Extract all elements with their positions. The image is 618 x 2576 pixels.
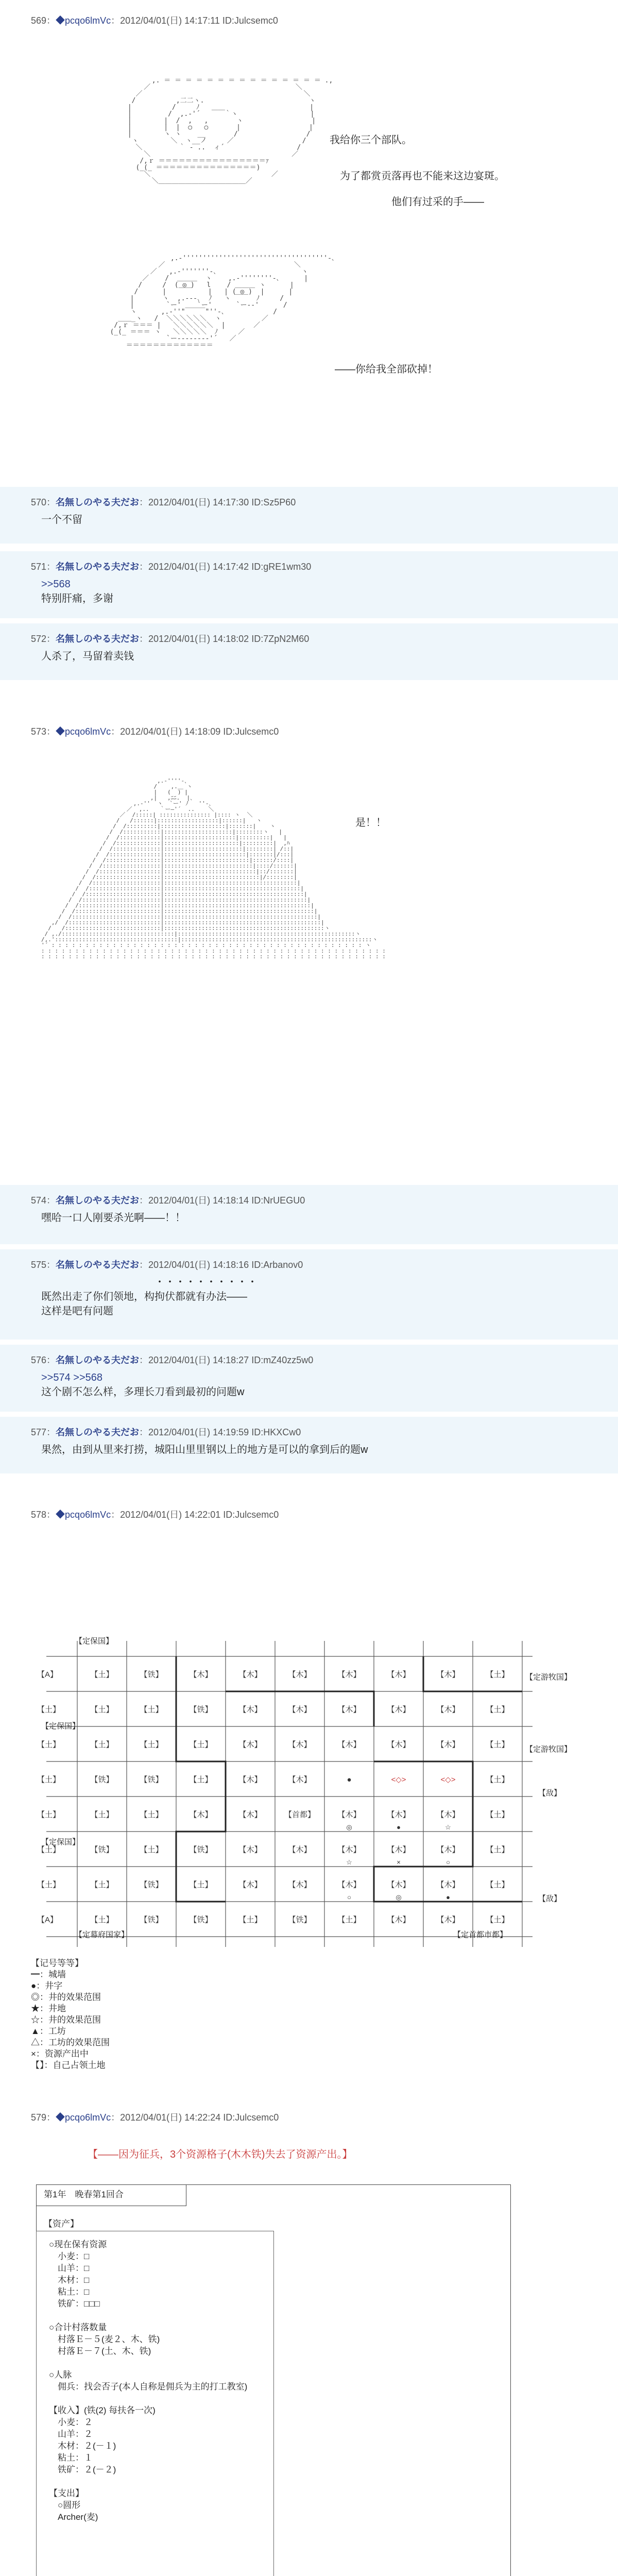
resource-line: 木材：□ xyxy=(49,2275,90,2285)
resource-line: 小麦：□ xyxy=(49,2251,90,2261)
map-cell: 【木】 xyxy=(238,1880,262,1889)
map-cell: ● xyxy=(347,1775,352,1784)
resource-line: ○圆形 xyxy=(49,2500,81,2510)
map-cell: 【木】 xyxy=(288,1740,312,1749)
post-572 xyxy=(0,623,618,680)
map-cell: 【土】 xyxy=(140,1705,163,1714)
post-header: 575：名無しのやる夫だお：2012/04/01(日) 14:18:16 ID:Arbanov0 xyxy=(31,1260,303,1270)
legend-item: 【】：自己占领土地 xyxy=(31,2060,106,2070)
map-cell: 【木】 xyxy=(436,1670,460,1679)
ascii-art-soldier: ,.‐''''‐､ / ,.＿ ヽ | ( ) | ,| ,ﾆﾆ. |､ ,.‐'' ヽ `ー' ﾉ ''‐､ ／ ,.. ｀ー―'´ .. ＼ ／ /:::::| ::::::::::::::: |:::: ヽ ＼ / /::::::|::::::::::::::::::|::::::| ヽ / /:::::::::|:::::::::::::::::::|:::::::| ヽ / /:::::::::::|::::::::::::::::::::|::::::::ヽ | / /::::::::::::|:::::::::::::::::::::|:::::::::| | / /:::::::::::::|::::::::::::::::::::::|:::::::::| ,ﾊ / /::::::::::::::|:::::::::::::::::::::::|::::::::| /::| / /:::::::::::::::|::::::::::::::::::::::::|:::::::|/:::| / /::::::::::::::::|:::::::::::::::::::::::::|::::::/::::| / /:::::::::::::::::|::::::::::::::::::::::::::|::::/::::::| / /::::::::::::::::::|:::::::::::::::::::::::::::|::/:::::::| / /:::::::::::::::::::|::::::::::::::::::::::::::::|/::::::::| / /::::::::::::::::::::|:::::::::::::::::::::::::::::::::::::::| / /:::::::::::::::::::::|::::::::::::::::::::::::::::::::::::::::| / /::::::::::::::::::::::|:::::::::::::::::::::::::::::::::::::::::| / /:::::::::::::::::::::::|::::::::::::::::::::::::::::::::::::::::::| / /::::::::::::::::::::::::|:::::::::::::::::::::::::::::::::::::::::::| / /:::::::::::::::::::::::::|::::::::::::::::::::::::::::::::::::::::::::| / /::::::::::::::::::::::::::|:::::::::::::::::::::::::::::::::::::::::::::| ,/ /:::::::::::::::::::::::::::|::::::::::::::::::::::::::::::::::::::::::::::| / /::::::::::::::::::::::::::::|:::::::::::::::::::::::::::::::::::::::::::::::ヽ / ,./:::::::::::::::::::::::::::::::::|::::::::::::::::::::::::::::::::::::::::::::::::::::ヽ /,.'::::::::::::::::::::::::::::::::::::|::::::::::::::::::::::::::::::::::::::::::::::::::::::::ヽ '´ : : : : : : : : : : : : : : : : : : : : : : : : : : : : : : : : : : : : : : : : : : : : : : ヽ : : : : : : : : : : : : : : : : : : : : : : : : : : : : : : : : : : : : : : : : : : : : : : : : : : : : : : : : : : : : : : : : : : : : : : : : : : : : : : : : : : : : : : : : : : : : : : : : : : : : : : xyxy=(41,777,386,960)
map-mark: ☆ xyxy=(346,1858,352,1866)
map-cell: 【木】 xyxy=(436,1705,460,1714)
legend-item: ▲：工坊 xyxy=(31,2026,66,2036)
post-575 xyxy=(0,1249,618,1340)
map-cell: 【木】 xyxy=(189,1670,213,1679)
resource-line: 粘土：□ xyxy=(49,2287,90,2297)
map-cell: 【土】 xyxy=(486,1705,509,1714)
map-cell: 【土】 xyxy=(90,1880,114,1889)
post-text: 一个不留 xyxy=(41,514,82,526)
resource-line xyxy=(49,2476,247,2487)
resource-line xyxy=(49,2393,247,2404)
resource-line: Archer(麦) xyxy=(49,2512,98,2522)
post-570 xyxy=(0,487,618,544)
map-side-label: 【土】 xyxy=(37,1775,61,1784)
map-cell: 【木】 xyxy=(337,1670,361,1679)
post-text: 嘿哈一口人刚要杀光啊——！！ xyxy=(41,1212,185,1224)
post-574 xyxy=(0,1185,618,1244)
map-side-label: 【土】 xyxy=(37,1705,61,1714)
map-cell: 【木】 xyxy=(238,1705,262,1714)
territory-map xyxy=(31,1628,587,1947)
map-labels xyxy=(41,1637,572,1939)
resource-line: 【收入】(铁(2) 每扶各一次) xyxy=(49,2405,156,2415)
post-text: 果然，由到从里来打捞，城阳山里里钢以上的地方是可以的拿到后的题w xyxy=(41,1444,368,1455)
map-cell: 【铁】 xyxy=(90,1775,114,1784)
resource-line: 铁矿：□□□ xyxy=(49,2299,100,2309)
map-cell: 【木】 xyxy=(436,1916,460,1924)
map-cell: 【木】 xyxy=(387,1916,410,1924)
map-cell: 【木】 xyxy=(436,1740,460,1749)
map-cell: 【铁】 xyxy=(189,1845,213,1854)
map-cell: 【铁】 xyxy=(189,1705,213,1714)
map-cell: 【木】 xyxy=(387,1845,410,1854)
resource-line: 山羊：２ xyxy=(49,2429,93,2439)
map-cell: <◇> xyxy=(391,1775,406,1784)
dialog-line-4: ——你给我全部砍掉！ xyxy=(335,364,438,375)
post-text: 特别肝痛，多谢 xyxy=(41,593,113,604)
map-cell: 【木】 xyxy=(387,1705,410,1714)
map-cell: 【土】 xyxy=(140,1810,163,1819)
post-569 xyxy=(0,5,618,428)
map-cell: 【土】 xyxy=(238,1916,262,1924)
post-text: 这个剧不怎么样，多理长刀看到最初的问题w xyxy=(41,1386,245,1398)
resource-line: 小麦：２ xyxy=(49,2417,93,2427)
map-cell: 【木】 xyxy=(238,1810,262,1819)
notice-text: 【——因为征兵，3个资源格子(木木铁)失去了资源产出。】 xyxy=(88,2149,353,2160)
ascii-art-figure-2: ,.‐''''''''''''''''''''''''''''''''''''‐､ ／ ＼ ／ ,.-'''''''-､ ヽ ／ / ＿＿＿ ヽ ,.-''''''''-､ | / / ( ◎ ) l / ＿＿＿ ヽ | / | ￣￣ | | ( ◎ ) | | | ヽ ,.---､ ﾉ ヽ ￣￣ ﾉ / | `ー' `ー' `ー-‐' / ヽ ,.-''"￣￣￣"''-､ / ＿＿_ヽ / ＼＼＼＼＼＼ ヽ ／ /,ｒ ＝＝＝ | ＼＼＼＼＼＼ | ／ (_(_ ＝＝＝ ヽ ＼＼＼＼＼ ﾉ ／ `ー-------‐'´ ／ ＝＝＝＝＝＝＝＝＝＝＝＝＝ xyxy=(110,255,335,349)
map-side-label: 【A】 xyxy=(37,1916,58,1924)
resource-line: 山羊：□ xyxy=(49,2263,90,2273)
map-cell: 【木】 xyxy=(337,1880,361,1889)
label-r-ga2: 【敌】 xyxy=(538,1894,562,1903)
map-cell: 【土】 xyxy=(90,1916,114,1924)
map-cell: 【木】 xyxy=(387,1810,410,1819)
resource-line: 木材：２(－１) xyxy=(49,2441,116,2451)
map-cell: 【土】 xyxy=(189,1880,213,1889)
map-cell: 【木】 xyxy=(337,1740,361,1749)
label-l3: 【定保国】 xyxy=(41,1838,80,1846)
map-side-label: 【土】 xyxy=(37,1845,61,1854)
legend-item: ★：井地 xyxy=(31,2004,66,2013)
map-cell: 【土】 xyxy=(90,1670,114,1679)
legend-item: ☆：井的效果范围 xyxy=(31,2015,101,2025)
resource-line xyxy=(49,2310,247,2321)
map-cell: 【铁】 xyxy=(140,1916,163,1924)
map-side-label: 【土】 xyxy=(37,1810,61,1819)
map-cell: 【土】 xyxy=(189,1775,213,1784)
resource-line: 粘土：１ xyxy=(49,2453,93,2463)
post-text: 既然出走了你们领地，构拘伏都就有办法—— xyxy=(41,1291,247,1302)
turn-label: 第1年 晚春第1回合 xyxy=(44,2190,124,2199)
map-cell: 【土】 xyxy=(486,1845,509,1854)
post-header: 569：◆pcqo6lmVc：2012/04/01(日) 14:17:11 ID:Julcsemc0 xyxy=(31,15,278,26)
map-cell: 【土】 xyxy=(486,1740,509,1749)
map-cell: 【木】 xyxy=(288,1705,312,1714)
map-cell: 【木】 xyxy=(238,1740,262,1749)
map-cell: 【木】 xyxy=(436,1880,460,1889)
map-cell: 【木】 xyxy=(288,1670,312,1679)
map-legend xyxy=(31,1958,110,2071)
map-cell: 【土】 xyxy=(486,1670,509,1679)
map-cell: <◇> xyxy=(440,1775,456,1784)
map-cells xyxy=(37,1670,509,1924)
map-cell: 【木】 xyxy=(288,1845,312,1854)
post-header: 573：◆pcqo6lmVc：2012/04/01(日) 14:18:09 ID:Julcsemc0 xyxy=(31,726,279,737)
map-cell: 【土】 xyxy=(90,1810,114,1819)
map-cell: 【木】 xyxy=(387,1670,410,1679)
map-cell: 【铁】 xyxy=(140,1670,163,1679)
post-577 xyxy=(0,1417,618,1473)
legend-item: ×：资源产出中 xyxy=(31,2049,89,2059)
label-bl: 【定幕府国家】 xyxy=(75,1930,129,1939)
map-cell: 【木】 xyxy=(238,1845,262,1854)
map-side-label: 【A】 xyxy=(37,1670,58,1679)
map-mark: ○ xyxy=(446,1858,450,1866)
map-cell: 【木】 xyxy=(387,1740,410,1749)
map-mark: ○ xyxy=(347,1893,351,1901)
map-side-label: 【土】 xyxy=(37,1740,61,1749)
trip-name: ◆pcqo6lmVc xyxy=(56,15,111,26)
dialog-line-2: 为了都赏贡落再也不能来这边宴斑。 xyxy=(340,171,505,182)
reply-link[interactable]: >>568 xyxy=(41,579,71,590)
post-header: 579：◆pcqo6lmVc：2012/04/01(日) 14:22:24 ID:Julcsemc0 xyxy=(31,2112,279,2123)
post-header: 577：名無しのやる夫だお：2012/04/01(日) 14:19:59 ID:HKXCw0 xyxy=(31,1427,301,1437)
label-br: 【定首都市都】 xyxy=(453,1930,508,1939)
ascii-art-figure-1: ,. ＝ ＝ ＝ ＝ ＝ ＝ ＝ ＝ ＝ ＝ ＝ ＝ ＝ ＝ ＝ ., ／ ＼ ／ ＼ / ,二二ヽ. ヽ | / ﾉ ＿＿ | | / ,.-'´ ｀ヽ | | | / , , ヽ | | | | ○ ○ | | | ヽ ヽ __ / / ヽ ＼ ヽ__ノ ／ / ＼ ｀ - .. ィ´ / ＼ ／ /,ｒ ＝＝＝＝＝＝＝＝＝＝＝＝＝＝＝＝ｧ (_(_ ＝＝＝＝＝＝＝＝＝＝＝＝＝＝＝) ＼ ／ ＼＿＿＿＿＿＿＿＿＿＿＿＿＿／ xyxy=(127,77,333,185)
map-cell: 【土】 xyxy=(337,1916,361,1924)
map-cell: 【木】 xyxy=(436,1845,460,1854)
map-cell: 【铁】 xyxy=(140,1880,163,1889)
map-cell: 【土】 xyxy=(486,1916,509,1924)
map-cell: 【木】 xyxy=(189,1810,213,1819)
map-cell: 【首都】 xyxy=(284,1810,316,1819)
post-header: 576：名無しのやる夫だお：2012/04/01(日) 14:18:27 ID:mZ40zz5w0 xyxy=(31,1355,314,1365)
legend-item: ◎：井的效果范围 xyxy=(31,1992,101,2002)
dialog-line-5: 是！！ xyxy=(355,817,386,828)
label-l2: 【定保国】 xyxy=(41,1722,80,1731)
map-cell: 【铁】 xyxy=(189,1916,213,1924)
map-cell: 【铁】 xyxy=(140,1775,163,1784)
resource-line: 佣兵：找会否子(本人自称是佣兵为主的打工教室) xyxy=(49,2382,248,2392)
map-mark: ◎ xyxy=(396,1893,402,1901)
legend-item: △：工坊的效果范围 xyxy=(31,2038,110,2047)
map-cell: 【木】 xyxy=(337,1845,361,1854)
map-mark: ● xyxy=(397,1823,401,1831)
post-text: ・・・・・・・・・・ xyxy=(154,1277,258,1288)
map-mark: ◎ xyxy=(346,1823,352,1831)
resource-line: ○人脉 xyxy=(49,2370,72,2380)
resources-title: 【资产】 xyxy=(44,2219,79,2229)
label-tr: 【定游牧国】 xyxy=(525,1673,572,1682)
resource-line: 村落Ｅ－５(麦２、木、铁) xyxy=(49,2334,160,2344)
resource-line xyxy=(49,2357,247,2369)
post-text: 这样是吧有问题 xyxy=(41,1306,113,1317)
map-cell: 【木】 xyxy=(337,1705,361,1714)
label-tl: 【定保国】 xyxy=(75,1637,114,1646)
reply-link[interactable]: >>574 >>568 xyxy=(41,1372,103,1383)
map-cell: 【土】 xyxy=(140,1845,163,1854)
post-header: 572：名無しのやる夫だお：2012/04/01(日) 14:18:02 ID:7ZpN2M60 xyxy=(31,634,310,644)
map-cell: 【木】 xyxy=(238,1775,262,1784)
post-576 xyxy=(0,1345,618,1412)
map-cell: 【土】 xyxy=(90,1705,114,1714)
map-mark: ☆ xyxy=(445,1823,451,1831)
map-cell: 【土】 xyxy=(90,1740,114,1749)
post-header: 574：名無しのやる夫だお：2012/04/01(日) 14:18:14 ID:NrUEGU0 xyxy=(31,1195,305,1206)
resources-list xyxy=(49,2239,247,2523)
map-cell: 【土】 xyxy=(189,1740,213,1749)
map-cell: 【木】 xyxy=(288,1880,312,1889)
post-header: 578：◆pcqo6lmVc：2012/04/01(日) 14:22:01 ID:Julcsemc0 xyxy=(31,1510,279,1520)
map-mark: ● xyxy=(446,1893,450,1901)
map-cell: 【土】 xyxy=(140,1740,163,1749)
map-mark: × xyxy=(397,1858,401,1866)
map-cell: 【土】 xyxy=(486,1880,509,1889)
resource-line: ○现在保有资源 xyxy=(49,2240,107,2249)
legend-item: ━：城墙 xyxy=(31,1970,66,1979)
dialog-line-1: 我给你三个部队。 xyxy=(330,134,412,146)
label-r-ga: 【敌】 xyxy=(538,1789,562,1798)
post-header: 570：名無しのやる夫だお：2012/04/01(日) 14:17:30 ID:Sz5P60 xyxy=(31,497,296,507)
map-cell: 【土】 xyxy=(486,1775,509,1784)
map-cell: 【木】 xyxy=(337,1810,361,1819)
map-cell: 【土】 xyxy=(486,1810,509,1819)
label-r2: 【定游牧国】 xyxy=(525,1745,572,1754)
resource-line: 【支出】 xyxy=(49,2488,84,2498)
map-cell: 【铁】 xyxy=(288,1916,312,1924)
post-571 xyxy=(0,551,618,618)
resource-line: 铁矿：２(－２) xyxy=(49,2465,116,2475)
post-header: 571：名無しのやる夫だお：2012/04/01(日) 14:17:42 ID:gRE1wm30 xyxy=(31,562,312,572)
map-side-label: 【土】 xyxy=(37,1880,61,1889)
map-cell: 【木】 xyxy=(436,1810,460,1819)
resource-line: ○合计村落数量 xyxy=(49,2323,107,2332)
map-cell: 【木】 xyxy=(288,1775,312,1784)
post-text: 人杀了，马留着卖钱 xyxy=(41,651,134,662)
map-cell: 【木】 xyxy=(387,1880,410,1889)
legend-title: 【记号等等】 xyxy=(31,1958,83,1968)
map-cell: 【铁】 xyxy=(90,1845,114,1854)
legend-item: ●：井字 xyxy=(31,1981,63,1991)
map-cell: 【木】 xyxy=(238,1670,262,1679)
resource-line: 村落Ｅ－７(土、木、铁) xyxy=(49,2346,151,2356)
dialog-line-3: 他们有过采的手—— xyxy=(391,196,484,208)
